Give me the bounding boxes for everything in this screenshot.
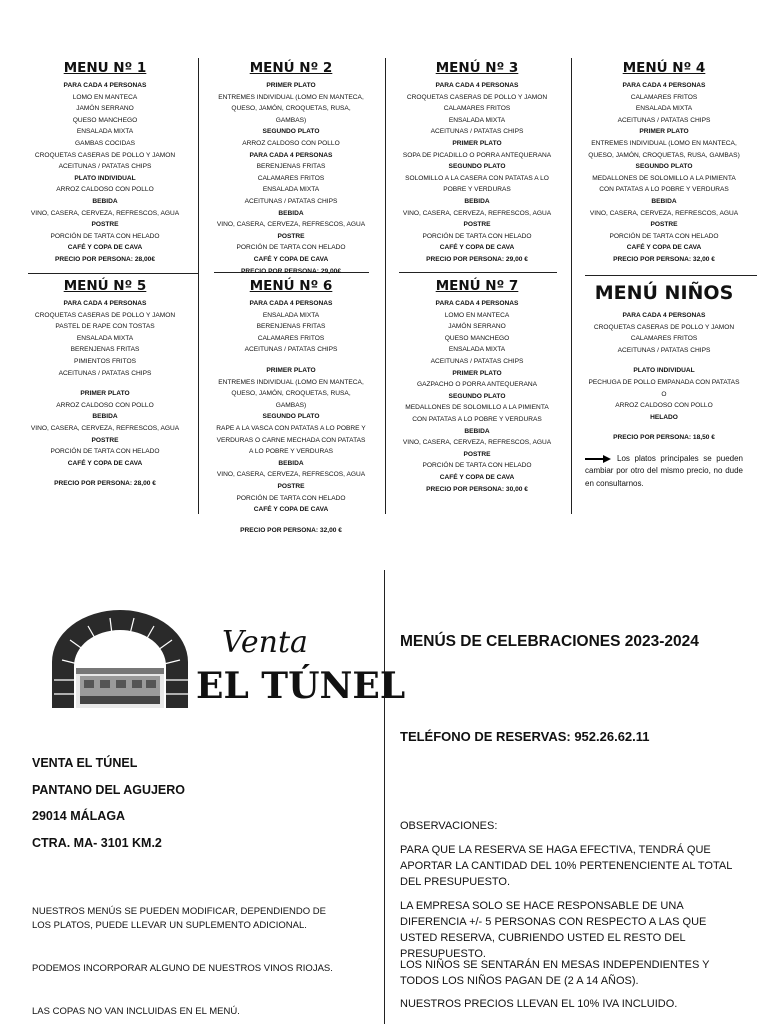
- observation-item: LA EMPRESA SOLO SE HACE RESPONSABLE DE UNA DIFERENCIA +/- 5 PERSONAS CON RESPECTO A LAS QUE USTED RESERVA, CUBRIENDO USTED EL RESTO DEL PRESUPUESTO.: [400, 900, 707, 960]
- spacer: [585, 356, 743, 365]
- menu-item: ACEITUNAS / PATATAS CHIPS: [58, 163, 152, 171]
- venta-el-tunel-logo: [50, 610, 406, 710]
- menu-item: PORCIÓN DE TARTA CON HELADO: [236, 494, 346, 502]
- menu-section-heading: PRECIO POR PERSONA: 30,00 €: [426, 485, 528, 493]
- column-divider: [198, 58, 199, 514]
- menu-item: VINO, CASERA, CERVEZA, REFRESCOS, AGUA: [402, 209, 552, 217]
- spacer: [216, 516, 366, 525]
- menu-item: ENSALADA MIXTA: [76, 128, 134, 136]
- column-divider: [385, 58, 386, 514]
- menu-section-heading: PRIMER PLATO: [266, 82, 316, 89]
- observation-item: PARA QUE LA RESERVA SE HAGA EFECTIVA, TENDRÁ QUE APORTAR LA CANTIDAD DEL 10% PERTENENCIENTE AL TOTAL DEL PRESUPUESTO.: [400, 844, 732, 888]
- menu-section-heading: PARA CADA 4 PERSONAS: [435, 82, 519, 89]
- menu-item: VINO, CASERA, CERVEZA, REFRESCOS, AGUA: [30, 209, 180, 217]
- menu-item: VINO, CASERA, CERVEZA, REFRESCOS, AGUA: [30, 424, 180, 432]
- menu-note: NUESTROS MENÚS SE PUEDEN MODIFICAR, DEPENDIENDO DE LOS PLATOS, PUEDE LLEVAR UN SUPLEMENTO ADICIONAL.: [32, 906, 327, 931]
- menu-item: MEDALLONES DE SOLOMILLO A LA PIMIENTA CON PATATAS A LO POBRE Y VERDURAS: [592, 174, 736, 194]
- menu-section-heading: PARA CADA 4 PERSONAS: [622, 312, 706, 319]
- menu-item: PORCIÓN DE TARTA CON HELADO: [50, 448, 160, 456]
- menu-6: [216, 276, 366, 536]
- menu-ninos-title: MENÚ NIÑOS: [594, 282, 734, 304]
- arrow-right-icon: [585, 455, 611, 463]
- menu-item: VINO, CASERA, CERVEZA, REFRESCOS, AGUA: [216, 221, 366, 229]
- address-line: PANTANO DEL AGUJERO: [32, 783, 186, 797]
- menu-section-heading: PARA CADA 4 PERSONAS: [63, 300, 147, 307]
- menu-item: PASTEL DE RAPE CON TOSTAS: [55, 323, 155, 331]
- menu-ninos: [585, 276, 743, 490]
- menu-section-heading: PRECIO POR PERSONA: 29,00 €: [426, 255, 528, 263]
- menu-section-heading: POSTRE: [91, 221, 119, 229]
- menu-section-heading: CAFÉ Y COPA DE CAVA: [67, 459, 143, 467]
- menu-section-heading: BEBIDA: [464, 427, 490, 435]
- menu-item: CALAMARES FRITOS: [630, 335, 698, 343]
- menu-item: PIMIENTOS FRITOS: [73, 357, 137, 365]
- menu-section-heading: CAFÉ Y COPA DE CAVA: [253, 255, 329, 263]
- menu-section-heading: CAFÉ Y COPA DE CAVA: [253, 506, 329, 514]
- menu-4: [585, 58, 743, 266]
- menu-section-heading: PARA CADA 4 PERSONAS: [622, 82, 706, 89]
- menu-item: ENSALADA MIXTA: [635, 105, 693, 113]
- menu-section-heading: PRIMER PLATO: [266, 366, 316, 374]
- menu-section-heading: PARA CADA 4 PERSONAS: [435, 300, 519, 307]
- row-divider: [28, 273, 198, 274]
- menu-section-heading: SEGUNDO PLATO: [262, 128, 320, 136]
- menu-item: LOMO EN MANTECA: [72, 93, 138, 101]
- menu-item: ARROZ CALDOSO CON POLLO: [56, 401, 154, 409]
- menu-section-heading: POSTRE: [277, 482, 305, 490]
- menu-item: BERENJENAS FRITAS: [70, 346, 140, 354]
- menu-item: ENSALADA MIXTA: [448, 346, 506, 354]
- menu-item: RAPE A LA VASCA CON PATATAS A LO POBRE Y VERDURAS O CARNE MECHADA CON PATATAS A LO POBRE Y VERDURAS: [216, 424, 366, 456]
- menu-item: ENSALADA MIXTA: [76, 334, 134, 342]
- menu-item: ACEITUNAS / PATATAS CHIPS: [430, 128, 524, 136]
- menu-section-heading: PRECIO POR PERSONA: 32,00 €: [240, 526, 342, 534]
- menu-item: JAMÓN SERRANO: [76, 105, 134, 113]
- menu-item: GAZPACHO O PORRA ANTEQUERANA: [416, 381, 538, 389]
- spacer: [585, 423, 743, 432]
- menu-item: O: [661, 390, 667, 398]
- menu-section-heading: BEBIDA: [92, 413, 118, 421]
- logo-script-text: Venta: [222, 625, 308, 660]
- menu-section-heading: BEBIDA: [278, 209, 304, 217]
- observation-item: NUESTROS PRECIOS LLEVAN EL 10% IVA INCLUIDO.: [400, 998, 678, 1010]
- menu-title: MENU Nº 1: [63, 60, 147, 76]
- menu-section-heading: PRIMER PLATO: [452, 369, 502, 377]
- menu-item: BERENJENAS FRITAS: [256, 163, 326, 171]
- menu-item: CALAMARES FRITOS: [630, 93, 698, 101]
- menu-item: ACEITUNAS / PATATAS CHIPS: [58, 369, 152, 377]
- menu-item: ENSALADA MIXTA: [262, 311, 320, 319]
- menu-item: VINO, CASERA, CERVEZA, REFRESCOS, AGUA: [402, 439, 552, 447]
- menu-section-heading: POSTRE: [463, 450, 491, 458]
- menu-item: QUESO MANCHEGO: [444, 334, 510, 342]
- menu-section-heading: PRIMER PLATO: [639, 128, 689, 136]
- menu-section-heading: POSTRE: [277, 232, 305, 240]
- menu-item: PORCIÓN DE TARTA CON HELADO: [422, 232, 532, 240]
- menu-ninos-note: [585, 453, 743, 491]
- menu-item: ACEITUNAS / PATATAS CHIPS: [617, 116, 711, 124]
- menu-section-heading: CAFÉ Y COPA DE CAVA: [67, 244, 143, 252]
- menu-section-heading: PRECIO POR PERSONA: 18,50 €: [613, 434, 715, 442]
- menu-title: MENÚ Nº 7: [435, 278, 519, 294]
- reservation-phone: TELÉFONO DE RESERVAS: 952.26.62.11: [400, 729, 650, 744]
- observations-label: OBSERVACIONES:: [400, 820, 498, 832]
- menu-section-heading: CAFÉ Y COPA DE CAVA: [439, 244, 515, 252]
- menu-item: ACEITUNAS / PATATAS CHIPS: [244, 197, 338, 205]
- menu-section-heading: PRECIO POR PERSONA: 28,00€: [54, 255, 156, 263]
- menu-section-heading: BEBIDA: [651, 197, 677, 205]
- spacer: [30, 379, 180, 388]
- menu-item: VINO, CASERA, CERVEZA, REFRESCOS, AGUA: [216, 471, 366, 479]
- menu-item: ACEITUNAS / PATATAS CHIPS: [244, 346, 338, 354]
- menu-item: PORCIÓN DE TARTA CON HELADO: [422, 462, 532, 470]
- menu-section-heading: POSTRE: [650, 221, 678, 229]
- address-line: VENTA EL TÚNEL: [32, 756, 138, 770]
- menu-item: CALAMARES FRITOS: [443, 105, 511, 113]
- menu-item: LOMO EN MANTECA: [444, 311, 510, 319]
- menu-section-heading: PLATO INDIVIDUAL: [74, 174, 136, 182]
- menu-item: ACEITUNAS / PATATAS CHIPS: [617, 346, 711, 354]
- menu-section-heading: POSTRE: [463, 221, 491, 229]
- menu-7: [402, 276, 552, 495]
- menu-section-heading: POSTRE: [91, 436, 119, 444]
- menu-section-heading: BEBIDA: [92, 197, 118, 205]
- menu-item: ARROZ CALDOSO CON POLLO: [56, 186, 154, 194]
- menu-item: PORCIÓN DE TARTA CON HELADO: [50, 232, 160, 240]
- menu-section-heading: SEGUNDO PLATO: [448, 163, 506, 171]
- menu-item: CROQUETAS CASERAS DE POLLO Y JAMON: [34, 311, 176, 319]
- menu-item: PECHUGA DE POLLO EMPANADA CON PATATAS: [588, 378, 740, 386]
- page-title: MENÚS DE CELEBRACIONES 2023-2024: [400, 633, 699, 650]
- menu-section-heading: SEGUNDO PLATO: [635, 163, 693, 171]
- menu-title: MENÚ Nº 6: [249, 278, 333, 294]
- menu-1: [30, 58, 180, 266]
- spacer: [216, 356, 366, 365]
- menu-item: ENSALADA MIXTA: [262, 186, 320, 194]
- menu-section-heading: HELADO: [650, 413, 678, 421]
- menu-title: MENÚ Nº 2: [249, 60, 333, 76]
- menu-section-heading: SEGUNDO PLATO: [262, 413, 320, 421]
- menu-item: CROQUETAS CASERAS DE POLLO Y JAMON: [593, 323, 735, 331]
- menu-item: ENTREMES INDIVIDUAL (LOMO EN MANTECA, QUESO, JAMÓN, CROQUETAS, RUSA, GAMBAS): [218, 93, 364, 124]
- menu-section-heading: PRIMER PLATO: [452, 139, 502, 147]
- menu-section-heading: CAFÉ Y COPA DE CAVA: [626, 244, 702, 252]
- menu-item: PORCIÓN DE TARTA CON HELADO: [236, 244, 346, 252]
- menu-section-heading: CAFÉ Y COPA DE CAVA: [439, 473, 515, 481]
- menu-ninos-note-text: Los platos principales se pueden cambiar por otro del mismo precio, no dude en consultarnos.: [585, 453, 743, 488]
- menu-item: PORCIÓN DE TARTA CON HELADO: [609, 232, 719, 240]
- menu-5: [30, 276, 180, 490]
- menu-section-heading: SEGUNDO PLATO: [448, 392, 506, 400]
- menu-section-heading: PARA CADA 4 PERSONAS: [249, 151, 333, 159]
- menu-item: SOPA DE PICADILLO O PORRA ANTEQUERANA: [402, 151, 552, 159]
- spacer: [30, 469, 180, 478]
- menu-item: MEDALLONES DE SOLOMILLO A LA PIMIENTA CON PATATAS A LO POBRE Y VERDURAS: [405, 404, 549, 423]
- page-divider: [384, 570, 385, 1024]
- menu-section-heading: BEBIDA: [278, 459, 304, 467]
- menu-item: ENTREMES INDIVIDUAL (LOMO EN MANTECA, QUESO, JAMÓN, CROQUETAS, RUSA, GAMBAS): [588, 139, 740, 159]
- menu-item: ARROZ CALDOSO CON POLLO: [615, 402, 713, 410]
- menu-item: GAMBAS COCIDAS: [74, 139, 136, 147]
- menu-item: QUESO MANCHEGO: [72, 116, 138, 124]
- address-line: CTRA. MA- 3101 KM.2: [32, 836, 162, 850]
- address-line: 29014 MÁLAGA: [32, 809, 126, 823]
- menu-item: CALAMARES FRITOS: [257, 174, 325, 182]
- menu-section-heading: PRECIO POR PERSONA: 32,00 €: [613, 255, 715, 263]
- menu-2: [216, 58, 366, 277]
- menu-item: VINO, CASERA, CERVEZA, REFRESCOS, AGUA: [589, 209, 739, 217]
- menu-section-heading: BEBIDA: [464, 197, 490, 205]
- menu-section-heading: PARA CADA 4 PERSONAS: [249, 300, 333, 307]
- menu-title: MENÚ Nº 4: [622, 60, 706, 76]
- menu-3: [402, 58, 552, 266]
- logo-name-text: EL TÚNEL: [196, 665, 406, 707]
- menu-section-heading: PRECIO POR PERSONA: 29,00€: [240, 267, 342, 275]
- menu-title: MENÚ Nº 3: [435, 60, 519, 76]
- menu-note: PODEMOS INCORPORAR ALGUNO DE NUESTROS VINOS RIOJAS.: [32, 963, 333, 974]
- menu-item: SOLOMILLO A LA CASERA CON PATATAS A LO POBRE Y VERDURAS: [405, 174, 549, 194]
- menu-item: ARROZ CALDOSO CON POLLO: [242, 139, 340, 147]
- menu-section-heading: PRIMER PLATO: [80, 390, 130, 398]
- menu-section-heading: PARA CADA 4 PERSONAS: [63, 82, 147, 89]
- menu-title: MENÚ Nº 5: [63, 278, 147, 294]
- menu-item: CALAMARES FRITOS: [257, 334, 325, 342]
- menu-section-heading: PLATO INDIVIDUAL: [633, 367, 695, 375]
- menu-item: ENSALADA MIXTA: [448, 116, 506, 124]
- menu-item: ACEITUNAS / PATATAS CHIPS: [430, 357, 524, 365]
- menu-item: ENTREMES INDIVIDUAL (LOMO EN MANTECA, QUESO, JAMÓN, CROQUETAS, RUSA, GAMBAS): [218, 378, 364, 409]
- column-divider: [571, 58, 572, 514]
- menu-item: JAMÓN SERRANO: [448, 323, 506, 331]
- observation-item: LOS NIÑOS SE SENTARÁN EN MESAS INDEPENDIENTES Y TODOS LOS NIÑOS PAGAN DE (2 A 14 AÑOS).: [400, 959, 710, 987]
- menu-note: LAS COPAS NO VAN INCLUIDAS EN EL MENÚ.: [32, 1006, 240, 1017]
- menu-section-heading: PRECIO POR PERSONA: 28,00 €: [54, 480, 156, 488]
- menu-item: CROQUETAS CASERAS DE POLLO Y JAMON: [34, 151, 176, 159]
- menu-item: BERENJENAS FRITAS: [256, 323, 326, 331]
- menu-item: CROQUETAS CASERAS DE POLLO Y JAMON: [406, 93, 548, 101]
- row-divider: [399, 272, 557, 273]
